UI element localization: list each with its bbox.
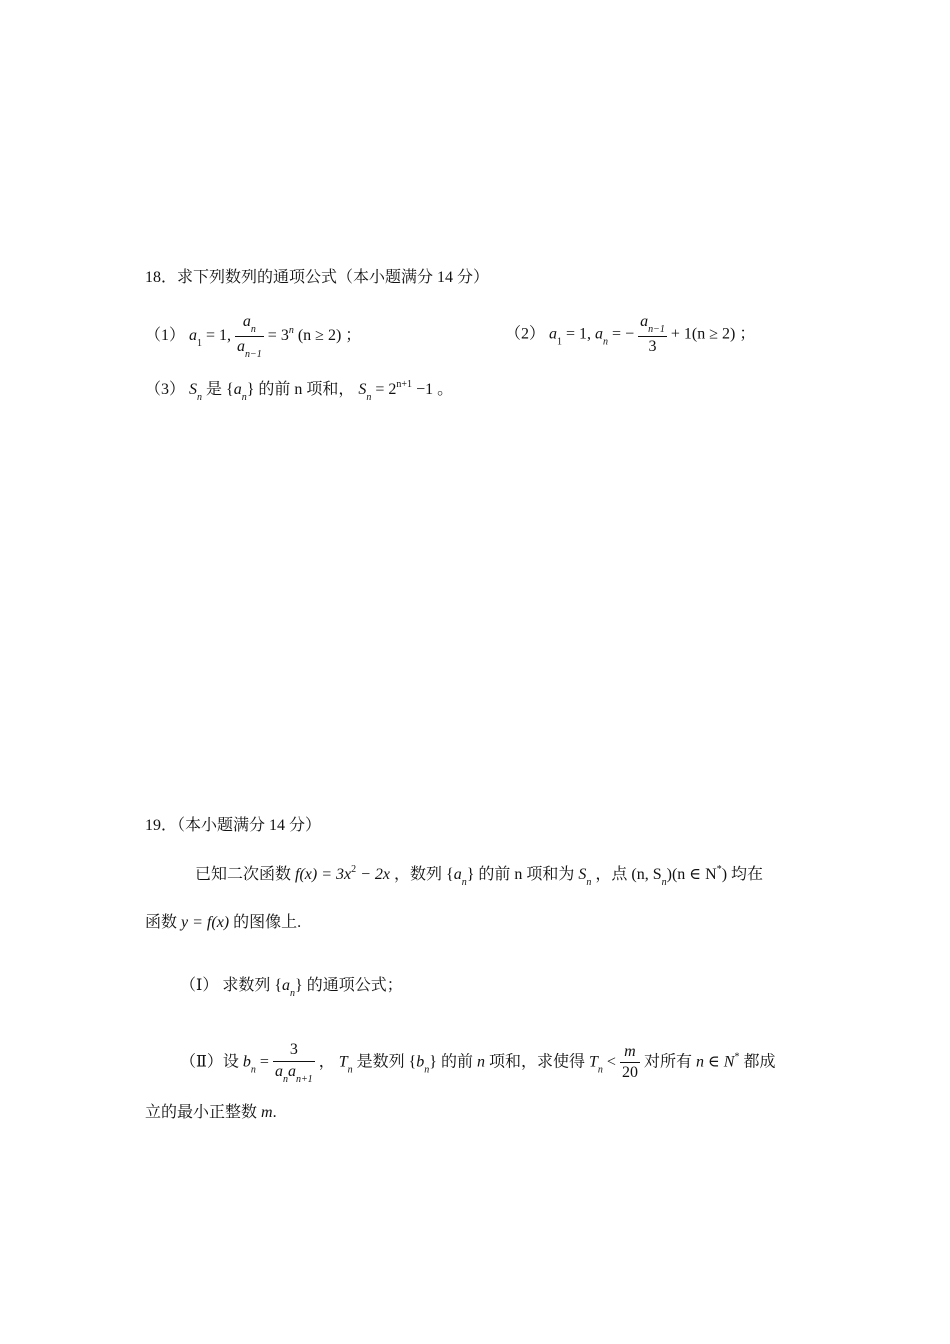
q18-p3-a-sub: n	[241, 392, 247, 403]
q19-p2-l2-end: .	[272, 1104, 277, 1121]
q18-p1-eq2: = 3	[267, 327, 289, 345]
q18-p2-end: ；	[739, 325, 756, 343]
q19-p2-num: 3	[273, 1040, 315, 1062]
q18-p1-den-sub: n−1	[245, 349, 262, 360]
q19-p2-b2: b	[416, 1053, 425, 1071]
q19-l1-f2: )(n ∈ N	[666, 866, 717, 883]
q19-p2-den-sub2: n+1	[295, 1073, 313, 1085]
q18-part3-label: （3）	[145, 381, 186, 398]
q19-p2-t5: 对所有	[643, 1053, 696, 1071]
q19-p2-m: m	[261, 1104, 273, 1121]
q19-p2-T2: T	[589, 1053, 598, 1071]
q18-p2-eq1: = 1,	[566, 325, 596, 343]
q19-p1-a: a	[282, 977, 291, 994]
q18-p3-eq: = 2	[375, 381, 397, 398]
q19-l1-a: 已知二次函数	[195, 866, 296, 883]
q19-l2-end: 的图像上.	[229, 914, 302, 931]
q18-part1-label: （1）	[145, 327, 186, 345]
q18-p3-S2: S	[358, 381, 367, 398]
q18-p2-num-sub: n−1	[648, 324, 665, 335]
q19-p2-T2-sub: n	[597, 1064, 603, 1076]
q19-p2-t1: ，	[318, 1053, 335, 1071]
q19-p2-n: n	[476, 1053, 485, 1071]
q19-l1-S-sub: n	[586, 877, 592, 888]
q19-part2-line2	[145, 1105, 277, 1121]
q18-p3-text1: 是 {	[206, 381, 234, 398]
q18-p2-an-sub: n	[603, 336, 609, 348]
q19-l1-g: ) 均在	[721, 866, 764, 883]
q19-p2-l2: 立的最小正整数	[145, 1104, 262, 1121]
q19-p1-label: （Ⅰ）	[180, 977, 219, 994]
q18-p3-S-sub: n	[197, 392, 203, 403]
q18-p2-an: a	[595, 325, 604, 343]
q19-part2	[180, 1040, 775, 1086]
q19-l1-sup: 2	[351, 864, 357, 875]
q19-l2-m: y = f(x)	[181, 914, 230, 931]
q18-p2-den: 3	[648, 338, 657, 355]
q19-l1-e: ，点 (n, S	[595, 866, 662, 883]
q18-p2-eq3: + 1(n ≥ 2)	[670, 325, 736, 343]
q19-l1-star: *	[716, 864, 722, 875]
q19-l1-an-sub: n	[461, 877, 467, 888]
q18-part2-label: （2）	[505, 325, 546, 343]
q19-p2-lt: <	[602, 1053, 620, 1071]
q19-p2-den: a	[274, 1062, 283, 1080]
q19-p2-b2-sub: n	[424, 1064, 430, 1076]
q19-l1-f: f(x) = 3x	[295, 866, 352, 883]
q18-p2-fraction	[638, 312, 667, 358]
q19-p2-star: *	[734, 1051, 740, 1063]
q19-l1-b: − 2x	[356, 866, 391, 883]
q19-p2-T-sub: n	[347, 1064, 353, 1076]
q19-l1-d: } 的前 n 项和为	[466, 866, 579, 883]
q19-p2-t2: 是数列 {	[356, 1053, 417, 1071]
q19-l1-S: S	[578, 866, 587, 883]
q18-p1-sup: n	[288, 325, 294, 337]
q19-p2-b: b	[242, 1053, 251, 1071]
q19-p2-bound-fraction	[620, 1042, 640, 1085]
q18-p3-end: −1 。	[416, 381, 454, 398]
q18-p3-S: S	[189, 381, 198, 398]
q18-p1-end: ；	[345, 327, 362, 345]
q18-p1-eq1: = 1,	[206, 327, 236, 345]
q18-p2-eq2: = −	[612, 325, 635, 343]
q19-l1-c: ，数列 {	[394, 866, 454, 883]
q19-line1	[195, 865, 763, 888]
q19-p2-T: T	[338, 1053, 348, 1071]
q19-l1-e-sub: n	[661, 877, 667, 888]
q19-p2-set: 设	[222, 1053, 243, 1071]
q18-title: 18．求下列数列的通项公式（本小题满分 14 分）	[145, 269, 490, 286]
q19-p1-end: } 的通项公式；	[295, 977, 403, 994]
q19-p1-text: 求数列 {	[222, 977, 283, 994]
q18-part3	[145, 380, 453, 403]
q18-p3-S2-sub: n	[366, 392, 372, 403]
q18-p1-a: a	[189, 327, 198, 345]
q19-p2-den2: a	[287, 1062, 296, 1080]
q18-p1-cond: (n ≥ 2)	[297, 327, 342, 345]
q18-p3-text2: } 的前 n 项和，	[246, 381, 355, 398]
q18-p1-num: a	[242, 313, 251, 330]
q19-p2-t4: 项和，求使得	[484, 1053, 589, 1071]
q19-p2-t6: 都成	[739, 1053, 776, 1071]
q19-p2-den-sub1: n	[282, 1073, 288, 1085]
q19-p2-t3: } 的前	[429, 1053, 477, 1071]
q19-p1-a-sub: n	[290, 988, 296, 999]
q19-part1	[180, 978, 403, 999]
q18-p1-den: a	[237, 338, 246, 355]
q19-l1-an: a	[453, 866, 462, 883]
q18-p2-num: a	[640, 313, 649, 330]
q18-p1-fraction	[235, 312, 264, 361]
q19-p2-label: （Ⅱ）	[180, 1053, 223, 1071]
q19-p2-b-sub: n	[250, 1064, 256, 1076]
q18-p3-sup: n+1	[396, 379, 413, 390]
q19-p2-eq: =	[259, 1053, 273, 1071]
q18-p2-a: a	[549, 325, 558, 343]
q19-line2	[145, 915, 301, 931]
q19-l2: 函数	[145, 914, 182, 931]
q19-p2-fraction	[273, 1040, 315, 1086]
q19-p2-fnum: m	[620, 1042, 640, 1064]
q18-p3-a: a	[233, 381, 242, 398]
q18-p2-sub1: 1	[557, 336, 563, 348]
q19-p2-fden: 20	[621, 1064, 638, 1082]
q18-p1-num-sub: n	[250, 324, 256, 335]
q18-part1	[145, 312, 361, 361]
q18-p1-sub1: 1	[197, 338, 203, 350]
q19-p2-n2: n ∈ N	[695, 1053, 735, 1071]
q18-part2	[505, 312, 755, 358]
q19-title: 19．（本小题满分 14 分）	[145, 817, 322, 834]
